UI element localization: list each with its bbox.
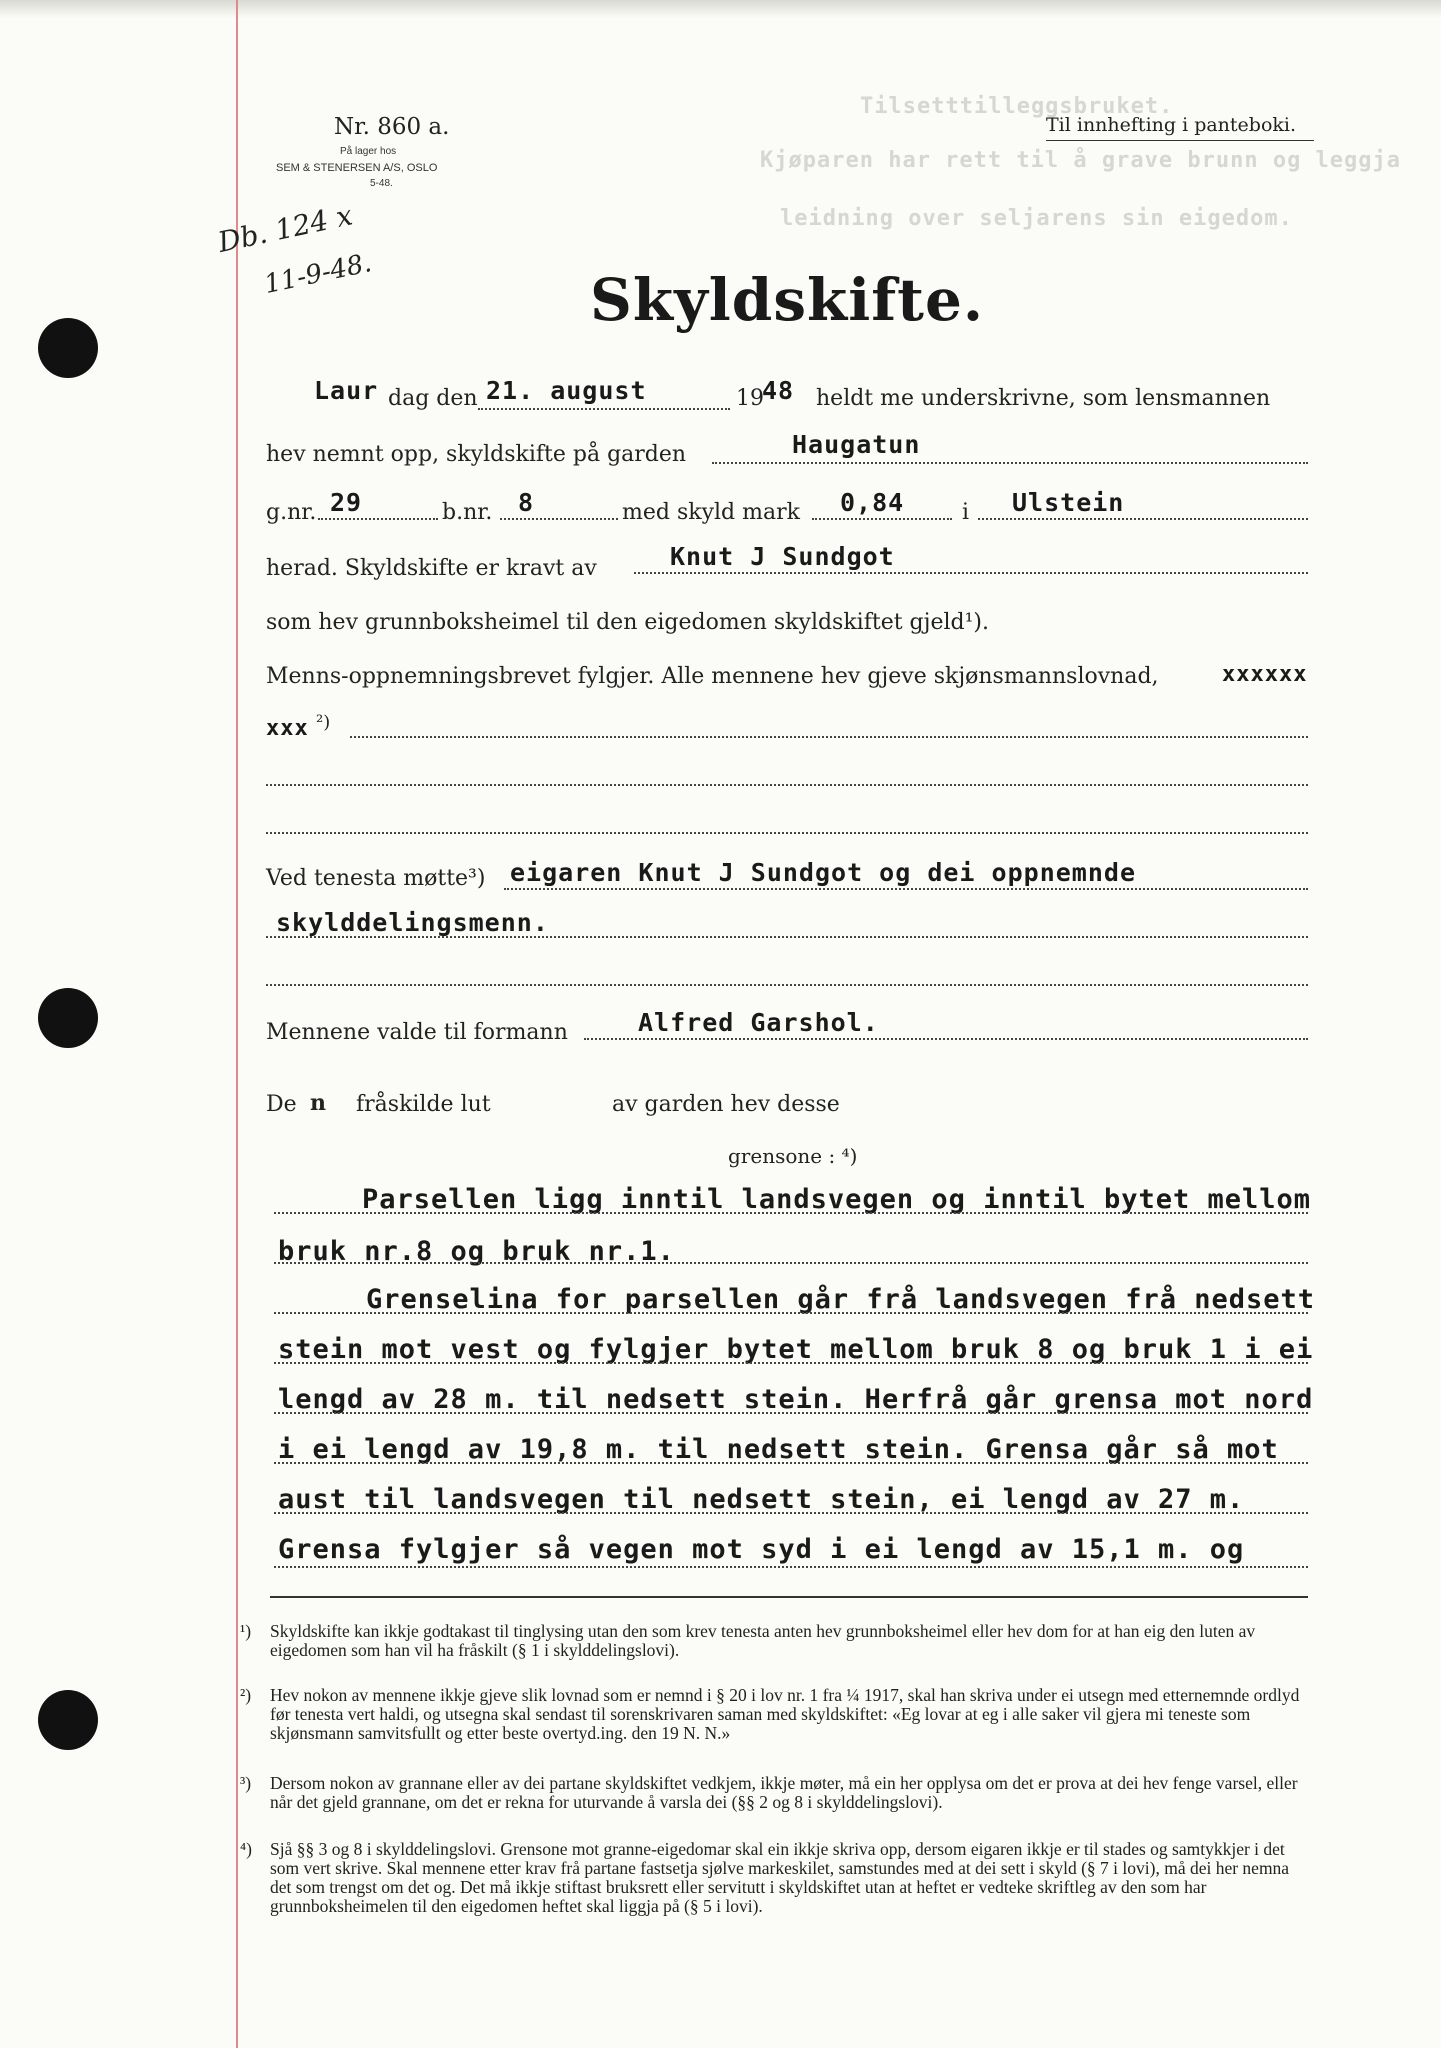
gnr-dotted-line xyxy=(318,518,438,520)
footnote-3-number: ³) xyxy=(240,1773,252,1793)
page-top-edge xyxy=(0,0,1441,18)
handwritten-date: 11-9-48. xyxy=(261,248,375,300)
bnr-value: 8 xyxy=(518,488,535,517)
ved-tenesta-label: Ved tenesta møtte³) xyxy=(266,866,486,891)
skyld-value: 0,84 xyxy=(840,488,905,517)
grensone-label: grensone : ⁴) xyxy=(728,1144,858,1168)
boundary-rule-7 xyxy=(274,1512,1308,1514)
punch-hole-middle xyxy=(38,988,98,1048)
blank-line-3 xyxy=(266,832,1308,834)
farm-name: Haugatun xyxy=(792,430,921,459)
boundary-line-3: Grenselina for parsellen går frå landsvegen frå nedsett xyxy=(366,1284,1316,1315)
document-title: Skyldskifte. xyxy=(590,266,985,334)
requested-by-value: Knut J Sundgot xyxy=(670,542,895,571)
handwritten-reference: Db. 124 x xyxy=(215,198,356,259)
grunnbok-line: som hev grunnboksheimel til den eigedomen skyldskiftet gjeld¹). xyxy=(266,610,989,635)
boundary-rule-3 xyxy=(274,1312,1308,1314)
boundary-rule-6 xyxy=(274,1462,1308,1464)
fraskilde-label: fråskilde lut xyxy=(356,1092,491,1117)
av-garden-label: av garden hev desse xyxy=(612,1092,840,1117)
menns-line: Menns-oppnemningsbrevet fylgjer. Alle mennene hev gjeve skjønsmannslovnad, xyxy=(266,664,1159,689)
requested-by-dotted-line xyxy=(634,572,1308,574)
boundary-rule-8 xyxy=(274,1566,1308,1568)
footnote-4 xyxy=(240,1839,1310,1916)
de-fill: n xyxy=(310,1090,326,1116)
filing-note: Til innhefting i panteboki. xyxy=(1046,114,1297,136)
present-line-1: eigaren Knut J Sundgot og dei oppnemnde xyxy=(510,858,1136,887)
punch-hole-top xyxy=(38,318,98,378)
footnote-2 xyxy=(240,1685,1310,1743)
i-label: i xyxy=(962,500,970,525)
gnr-label: g.nr. xyxy=(266,500,317,525)
municipality-dotted-line xyxy=(978,518,1308,520)
boundary-line-5: lengd av 28 m. til nedsett stein. Herfrå går grensa mot nord xyxy=(278,1384,1314,1415)
boundary-rule-2 xyxy=(274,1262,1308,1264)
farm-dotted-line xyxy=(712,462,1308,464)
boundary-rule-4 xyxy=(274,1362,1308,1364)
publisher-line-3: 5-48. xyxy=(370,178,393,189)
footnote-1-number: ¹) xyxy=(240,1621,252,1641)
blank-line-1 xyxy=(350,736,1308,738)
bleed-through-line-2: Kjøparen har rett til å grave brunn og leggja xyxy=(760,148,1402,173)
farm-label: hev nemnt opp, skyldskifte på garden xyxy=(266,442,687,467)
publisher-line-2: SEM & STENERSEN A/S, OSLO xyxy=(276,162,438,174)
footnote-3 xyxy=(240,1773,1310,1812)
dag-den-label: dag den xyxy=(388,386,478,411)
formann-label: Mennene valde til formann xyxy=(266,1020,568,1045)
formann-value: Alfred Garshol. xyxy=(638,1008,879,1037)
boundary-rule-5 xyxy=(274,1412,1308,1414)
boundary-rule-1 xyxy=(274,1212,1308,1214)
gnr-value: 29 xyxy=(330,488,363,517)
present-dotted-line-2 xyxy=(266,936,1308,938)
footnote-4-number: ⁴) xyxy=(240,1839,252,1859)
present-dotted-line-1 xyxy=(504,888,1308,890)
footnote-1 xyxy=(240,1621,1310,1660)
skyld-label: med skyld mark xyxy=(622,500,800,525)
weekday-value: Laur xyxy=(314,376,379,405)
footnote-ref-2: ²) xyxy=(316,712,331,733)
boundary-line-6: i ei lengd av 19,8 m. til nedsett stein. Grensa går så mot xyxy=(278,1434,1279,1465)
blank-line-2 xyxy=(266,784,1308,786)
footnote-4-text: Sjå §§ 3 og 8 i skylddelingslovi. Grensone mot granne-eigedomar skal ein ikkje skriva opp, dersom eigaren ikkje er til stades og samtykkjer i det som vert skrive. Skal mennene etter krav frå partane fastsetja sjølve markeskilet, samstundes med at dei sett i skyld (§ 7 i lovi), må dei her nemna det som trengst om det og. Det må ikkje stiftast bruksrett eller servitutt i skyldskiftet utan at heftet er vedteke skriftleg av den som har grunnboksheimelen til den eigedomen heftet skal liggja på (§ 5 i lovi). xyxy=(270,1839,1290,1916)
footnote-2-number: ²) xyxy=(240,1685,252,1705)
date-value: 21. august xyxy=(486,376,647,405)
boundary-line-4: stein mot vest og fylgjer bytet mellom bruk 8 og bruk 1 i ei xyxy=(278,1334,1314,1365)
filing-note-underline xyxy=(1046,140,1314,141)
publisher-line-1: På lager hos xyxy=(340,146,397,157)
skyld-dotted-line xyxy=(812,518,952,520)
boundary-line-2: bruk nr.8 og bruk nr.1. xyxy=(278,1236,675,1267)
year-prefix: 19 xyxy=(736,386,764,411)
form-number: Nr. 860 a. xyxy=(334,114,450,140)
strike-out-2: xxx xyxy=(266,716,309,741)
punch-hole-bottom xyxy=(38,1690,98,1750)
present-line-2: skylddelingsmenn. xyxy=(276,908,549,937)
bleed-through-line-1: Tilsetttilleggsbruket. xyxy=(860,94,1174,119)
bnr-dotted-line xyxy=(500,518,618,520)
date-dotted-line xyxy=(478,408,730,410)
bnr-label: b.nr. xyxy=(442,500,493,525)
boundary-line-7: aust til landsvegen til nedsett stein, ei lengd av 27 m. xyxy=(278,1484,1245,1515)
footnote-separator xyxy=(270,1596,1308,1598)
boundary-line-1: Parsellen ligg inntil landsvegen og inntil bytet mellom xyxy=(362,1184,1312,1215)
formann-dotted-line xyxy=(584,1038,1308,1040)
boundary-line-8: Grensa fylgjer så vegen mot syd i ei lengd av 15,1 m. og xyxy=(278,1534,1245,1565)
strike-out-1: xxxxxx xyxy=(1222,662,1308,687)
herad-label: herad. Skyldskifte er kravt av xyxy=(266,556,597,581)
de-label: De xyxy=(266,1092,297,1117)
municipality-value: Ulstein xyxy=(1012,488,1125,517)
p1-rest: heldt me underskrivne, som lensmannen xyxy=(816,386,1271,411)
year-value: 48 xyxy=(762,376,795,405)
bleed-through-line-3: leidning over seljarens sin eigedom. xyxy=(780,206,1293,231)
blank-line-4 xyxy=(266,984,1308,986)
footnote-3-text: Dersom nokon av grannane eller av dei partane skyldskiftet vedkjem, ikkje møter, må ein her opplysa om det er prova at dei hev fenge varsel, eller når det gjeld grannane, om det er rekna for uturvande å varsla dei (§§ 2 og 8 i skylddelingslovi). xyxy=(270,1773,1298,1812)
margin-line xyxy=(236,0,238,2048)
footnote-1-text: Skyldskifte kan ikkje godtakast til tinglysing utan den som krev tenesta anten hev grunnboksheimel eller hev dom for at han eig den luten av eigedomen som han vil ha fråskilt (§ 1 i skylddelingslovi). xyxy=(270,1621,1256,1660)
footnote-2-text: Hev nokon av mennene ikkje gjeve slik lovnad som er nemnd i § 20 i lov nr. 1 fra ¼ 1917, skal han skriva under ei utsegn med etternemnde ordlyd før tenesta vert haldi, og utsegna skal sendast til sorenskrivaren saman med skyldskiftet: «Eg lovar at eg i alle saker vil gjera mi teneste som skjønsmann samvitsfullt og etter beste overtyd.ing. den 19 N. N.» xyxy=(270,1685,1300,1743)
